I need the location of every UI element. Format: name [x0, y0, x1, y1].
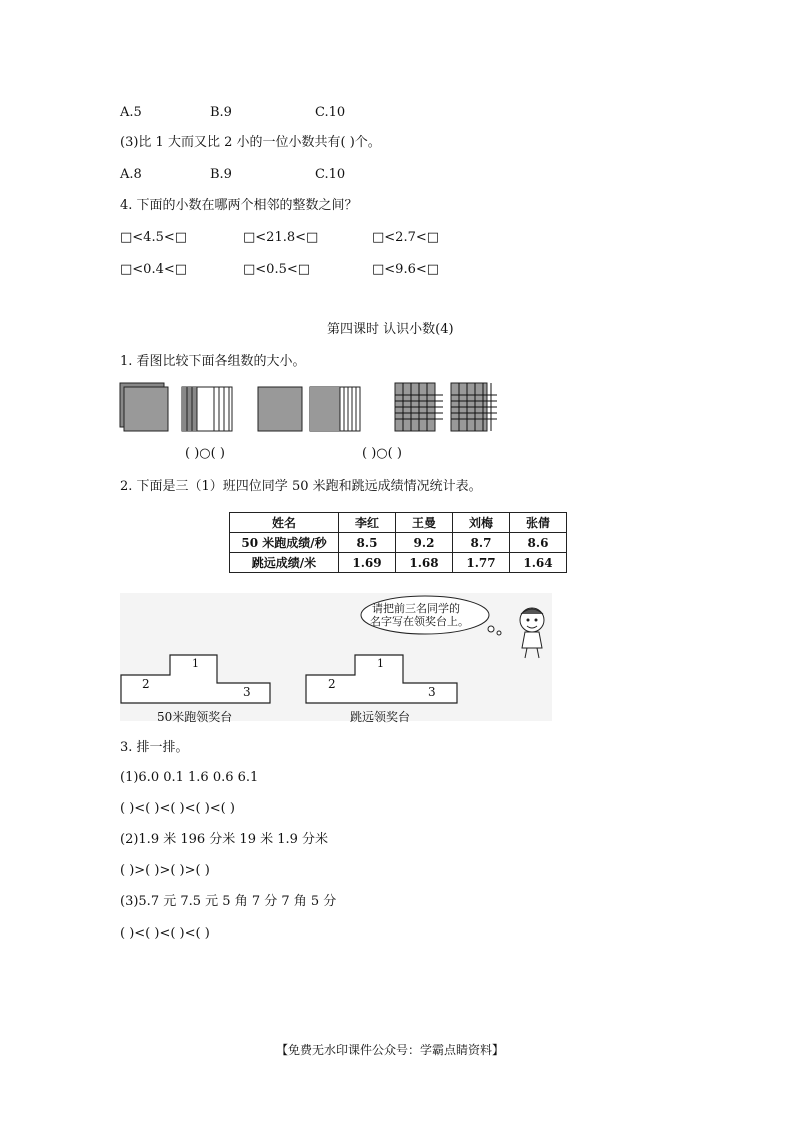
p3-answer-1[interactable]: ( )<( )<( )<( )<( ): [120, 801, 235, 816]
p2-title: 2. 下面是三（1）班四位同学 50 米跑和跳远成绩情况统计表。: [120, 479, 482, 494]
table-header-cell: 张倩: [510, 513, 567, 533]
option-c: C.10: [315, 105, 346, 120]
p3-answer-3[interactable]: ( )<( )<( )<( ): [120, 926, 210, 941]
table-cell: 8.6: [510, 533, 567, 553]
podium-rank-2: 2: [328, 677, 336, 691]
full-square-figure: [120, 383, 168, 431]
table-cell: 1.69: [339, 553, 396, 573]
table-header-cell: 刘梅: [453, 513, 510, 533]
podium-rank-1: 1: [192, 657, 199, 670]
table-header-row: [230, 513, 567, 533]
option-a: A.5: [120, 105, 142, 120]
p1-title: 1. 看图比较下面各组数的大小。: [120, 354, 306, 369]
table-cell: 9.2: [396, 533, 453, 553]
table-header-cell: 王曼: [396, 513, 453, 533]
bubble-text: 名字写在领奖台上。: [370, 615, 469, 628]
p3-set-3: (3)5.7 元 7.5 元 5 角 7 分 7 角 5 分: [120, 894, 337, 909]
lesson-title: 第四课时 认识小数(4): [327, 322, 454, 337]
inequality: □<21.8<□: [243, 230, 319, 245]
hundredths-grid-figure: [451, 383, 497, 431]
p3-set-2: (2)1.9 米 196 分米 19 米 1.9 分米: [120, 832, 329, 847]
podium-rank-2: 2: [142, 677, 150, 691]
table-cell: 1.68: [396, 553, 453, 573]
table-header-cell: 姓名: [230, 513, 339, 533]
option-c: C.10: [315, 167, 346, 182]
p3-title: 3. 排一排。: [120, 740, 189, 755]
table-cell: 8.7: [453, 533, 510, 553]
table-cell: 跳远成绩/米: [230, 553, 339, 573]
inequality: □<0.4<□: [120, 262, 188, 277]
bubble-text: 请把前三名同学的: [372, 602, 460, 615]
p3-answer-2[interactable]: ( )>( )>( )>( ): [120, 863, 210, 878]
inequality: □<0.5<□: [243, 262, 311, 277]
option-a: A.8: [120, 167, 142, 182]
podium-rank-1: 1: [377, 657, 384, 670]
compare-blank[interactable]: ( )○( ): [362, 446, 402, 461]
podium-caption: 跳远领奖台: [350, 710, 411, 724]
table-header-cell: 李红: [339, 513, 396, 533]
question-4-title: 4. 下面的小数在哪两个相邻的整数之间？: [120, 198, 358, 213]
inequality: □<4.5<□: [120, 230, 188, 245]
question-3: (3)比 1 大而又比 2 小的一位小数共有( )个。: [120, 135, 381, 150]
tenths-square-figure: [310, 387, 360, 431]
podium-rank-3: 3: [428, 685, 436, 699]
compare-blank[interactable]: ( )○( ): [185, 446, 225, 461]
inequality: □<9.6<□: [372, 262, 440, 277]
full-square-figure: [258, 387, 302, 431]
table-cell: 50 米跑成绩/秒: [230, 533, 339, 553]
fraction-figures: [115, 380, 505, 440]
p3-set-1: (1)6.0 0.1 1.6 0.6 6.1: [120, 770, 259, 785]
option-b: B.9: [210, 105, 232, 120]
table-cell: 1.77: [453, 553, 510, 573]
podium-rank-3: 3: [243, 685, 251, 699]
table-cell: 1.64: [510, 553, 567, 573]
table-row: [230, 553, 567, 573]
tenths-square-figure: [182, 387, 232, 431]
hundredths-grid-figure: [395, 383, 443, 431]
inequality: □<2.7<□: [372, 230, 440, 245]
option-b: B.9: [210, 167, 232, 182]
footer-note: 【免费无水印课件公众号：学霸点睛资料】: [276, 1043, 505, 1057]
table-cell: 8.5: [339, 533, 396, 553]
podium-caption: 50米跑领奖台: [157, 710, 233, 724]
table-row: [230, 533, 567, 553]
cartoon-character-icon: [512, 604, 552, 660]
score-table: [229, 512, 567, 573]
